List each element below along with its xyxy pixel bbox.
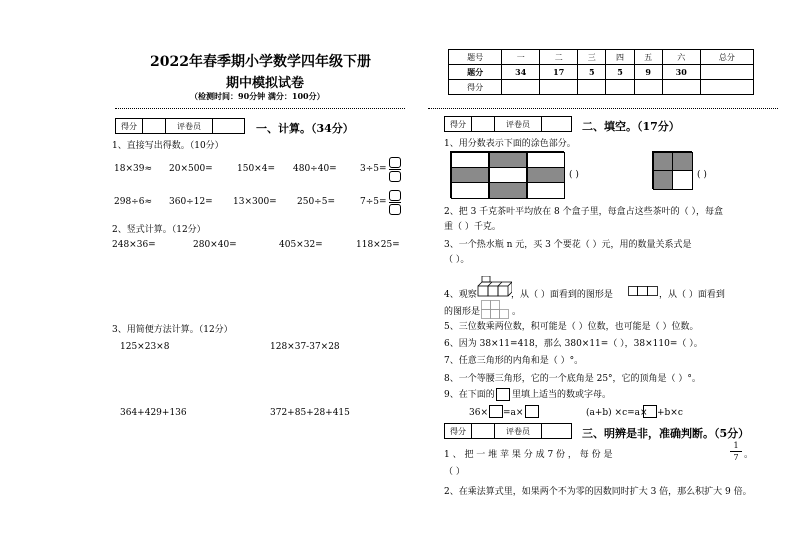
calc-item: 280×40= <box>193 240 237 250</box>
fraction-answer-box[interactable] <box>389 157 401 182</box>
score-label: 得分 <box>445 424 472 439</box>
calc-item: 480÷40= <box>293 164 337 174</box>
calc-item: 360÷12= <box>169 197 213 207</box>
s2-q4-period: 。 <box>512 307 522 317</box>
calc-item: 125×23×8 <box>120 342 170 352</box>
score-table-cell[interactable] <box>634 80 662 95</box>
s2-q7: 7、任意三角形的内角和是（ ）°。 <box>444 356 584 366</box>
s2-q8: 8、一个等腰三角形，它的一个底角是 25°，它的顶角是（ ）°。 <box>444 374 701 384</box>
s1-q2: 2、竖式计算。（12分） <box>112 225 206 235</box>
answer-box[interactable] <box>489 405 503 418</box>
calc-item: 3÷5= <box>360 164 387 174</box>
calc-item: 248×36= <box>112 240 156 250</box>
score-table-cell: 得分 <box>449 80 502 95</box>
s2-q4-lead: 4、观察 <box>444 290 477 300</box>
calc-item: 250÷5= <box>297 197 335 207</box>
score-table-cell: 5 <box>578 65 606 80</box>
s2-q9-text: 里填上适当的数或字母。 <box>512 390 612 400</box>
score-table-cell: 34 <box>502 65 540 80</box>
grader-box <box>444 423 572 439</box>
s3-q1-end: 。 <box>744 450 754 460</box>
score-table-cell[interactable] <box>540 80 578 95</box>
s1-q3: 3、用简便方法计算。（12分） <box>112 325 233 335</box>
score-table-cell[interactable] <box>700 65 753 80</box>
score-cell[interactable] <box>143 119 166 134</box>
exam-title: 2022年春季期小学数学四年级下册 <box>150 54 371 70</box>
s2-q4-tail: 的图形是 <box>444 307 481 317</box>
score-table-cell[interactable] <box>606 80 634 95</box>
s2-q3: 3、一个热水瓶 n 元，买 3 个要花（ ）元，用的数量关系式是 <box>444 240 692 250</box>
grader-cell[interactable] <box>542 424 572 439</box>
grader-label: 评卷员 <box>495 424 542 439</box>
s2-q4-end: ，从（ ）面看到 <box>659 290 725 300</box>
divider <box>428 108 778 109</box>
score-table-cell[interactable] <box>502 80 540 95</box>
q9-expr: +b×c <box>657 408 683 418</box>
score-table-cell: 题分 <box>449 65 502 80</box>
q9-expr: (a+b) ×c=a× <box>586 408 648 418</box>
s3-q2: 2、在乘法算式里，如果两个不为零的因数同时扩大 3 倍，那么积扩大 9 倍。 <box>444 487 752 497</box>
calc-item: 13×300= <box>233 197 277 207</box>
answer-blank[interactable]: ( ) <box>697 170 707 180</box>
score-table-header: 题号 <box>449 50 502 65</box>
section-3-title: 三、明辨是非，准确判断。（5分） <box>582 427 750 440</box>
score-table-cell: 17 <box>540 65 578 80</box>
s2-q6: 6、因为 38×11=418，那么 380×11=（ ），38×110=（ ）。 <box>444 339 703 349</box>
s1-q1: 1、直接写出得数。（10分） <box>112 141 224 151</box>
calc-item: 150×4= <box>237 164 275 174</box>
answer-box[interactable] <box>525 405 539 418</box>
score-table-header: 二 <box>540 50 578 65</box>
shaded-rectangle-figure <box>450 151 564 198</box>
fraction-answer-box[interactable] <box>389 190 401 215</box>
grader-label: 评卷员 <box>495 117 542 132</box>
fraction-denominator: 7 <box>733 453 739 462</box>
score-label: 得分 <box>116 119 143 134</box>
score-table-header: 三 <box>578 50 606 65</box>
three-squares-view-icon <box>628 286 658 296</box>
answer-blank[interactable]: （ ） <box>444 467 465 477</box>
s2-q1: 1、用分数表示下面的涂色部分。 <box>444 139 576 149</box>
calc-item: 405×32= <box>279 240 323 250</box>
score-table-cell: 5 <box>606 65 634 80</box>
score-table-header: 一 <box>502 50 540 65</box>
grader-label: 评卷员 <box>166 119 213 134</box>
score-label: 得分 <box>445 117 472 132</box>
s2-q2b: 重（ ）千克。 <box>444 222 501 232</box>
score-table-cell[interactable] <box>662 80 700 95</box>
exam-subtitle: 期中模拟试卷 <box>226 76 305 91</box>
calc-item: 18×39≈ <box>114 164 152 174</box>
grader-cell[interactable] <box>213 119 245 134</box>
exam-info: （检测时间：90分钟 满分：100分） <box>190 91 325 101</box>
calc-item: 298÷6≈ <box>114 197 152 207</box>
score-cell[interactable] <box>472 424 495 439</box>
answer-box[interactable] <box>496 388 510 401</box>
grader-cell[interactable] <box>542 117 572 132</box>
q9-expr: 36× <box>469 408 488 418</box>
score-table-cell[interactable] <box>578 80 606 95</box>
calc-item: 20×500= <box>169 164 213 174</box>
calc-item: 7÷5= <box>360 197 387 207</box>
answer-blank[interactable]: ( ) <box>569 170 579 180</box>
s2-q3b: （ ）。 <box>444 255 470 265</box>
score-table-cell[interactable] <box>700 80 753 95</box>
score-table-header: 四 <box>606 50 634 65</box>
divider <box>115 108 405 109</box>
score-cell[interactable] <box>472 117 495 132</box>
section-2-title: 二、填空。（17分） <box>582 120 680 133</box>
cube-stack-icon <box>476 276 512 300</box>
score-table <box>448 49 754 95</box>
shaded-square-figure <box>652 151 692 189</box>
calc-item: 118×25= <box>356 240 400 250</box>
s2-q5: 5、三位数乘两位数，积可能是（ ）位数，也可能是（ ）位数。 <box>444 322 699 332</box>
score-table-cell: 30 <box>662 65 700 80</box>
s3-q1: 1 、 把 一 堆 苹 果 分 成 7 份 ， 每 份 是 <box>444 450 613 460</box>
s2-q9-lead: 9、在下面的 <box>444 390 495 400</box>
fraction-one-seventh <box>730 441 742 462</box>
calc-item: 364+429+136 <box>120 408 187 418</box>
grader-box <box>115 118 245 134</box>
calc-item: 372+85+28+415 <box>270 408 350 418</box>
score-table-header: 六 <box>662 50 700 65</box>
s2-q2: 2、把 3 千克茶叶平均放在 8 个盒子里，每盒占这些茶叶的（ ），每盒 <box>444 207 723 217</box>
score-table-header: 五 <box>634 50 662 65</box>
l-shape-view-icon <box>481 300 509 320</box>
score-table-cell: 9 <box>634 65 662 80</box>
s2-q4-mid: ，从（ ）面看到的图形是 <box>511 290 613 300</box>
calc-item: 128×37-37×28 <box>270 342 340 352</box>
q9-expr: =a× <box>503 408 524 418</box>
grader-box <box>444 116 572 132</box>
section-1-title: 一、计算。（34分） <box>256 122 354 135</box>
answer-box[interactable] <box>643 405 657 418</box>
fraction-numerator: 1 <box>733 441 739 450</box>
score-table-header: 总分 <box>700 50 753 65</box>
